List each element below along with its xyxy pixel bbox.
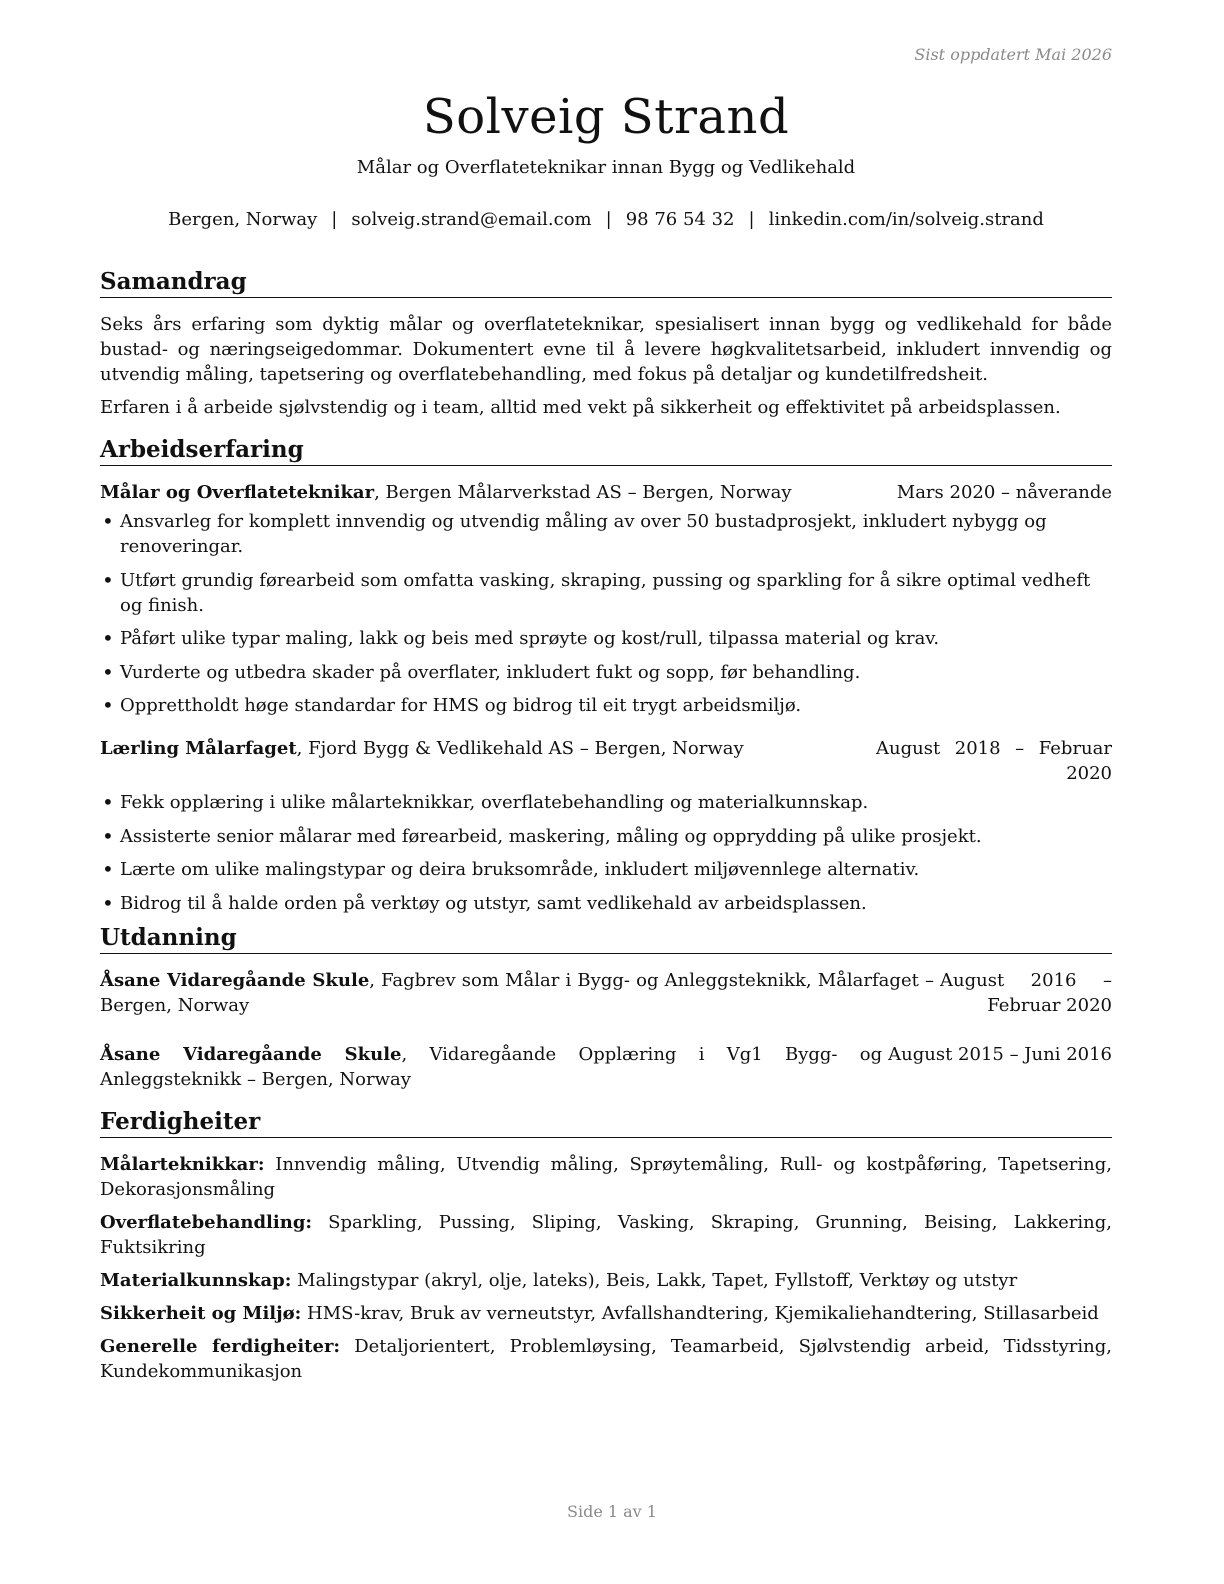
skill-row [100,1301,1112,1326]
skill-text: HMS-krav, Bruk av verneutstyr, Avfallshandtering, Kjemikaliehandtering, Stillasarbeid [301,1303,1099,1324]
education-title-line [100,1042,882,1092]
job-bullets [100,790,1112,916]
education-header [100,968,1112,1018]
headline: Målar og Overflateteknikar innan Bygg og Vedlikehald [356,157,856,178]
contact-location: Bergen, Norway [168,209,318,230]
summary-paragraph: Seks års erfaring som dyktig målar og overflateteknikar, spesialisert innan bygg og vedlikehald for både bustad- og næringseigedommar. Dokumentert evne til å levere høgkvalitetsarbeid, inkludert innvendig og utvendig måling, tapetsering og overflatebehandling, med fokus på detaljar og kundetilfredsheit. [100,314,1112,385]
skill-row [100,1210,1112,1260]
skill-label: Overflatebehandling: [100,1212,313,1233]
skills-section [100,1108,1112,1384]
job-header [100,480,1112,505]
education-detail: , Vidaregåande Opplæring i Vg1 Bygg- og Anleggsteknikk – Bergen, Norway [100,1044,883,1090]
skill-label: Målarteknikkar: [100,1154,265,1175]
job-header [100,736,1112,786]
education-entry [100,968,1112,1018]
education-title-line [100,968,934,1018]
job-role: Målar og Overflateteknikar [100,482,375,503]
job-employer: , Fjord Bygg & Vedlikehald AS – Bergen, Norway [296,738,744,759]
job-dates: Mars 2020 – nåverande [896,482,1112,503]
section-title-summary: Samandrag [100,268,1112,298]
section-title-experience: Arbeidserfaring [100,436,1112,466]
education-entry [100,1042,1112,1092]
education-dates: August 2016 – Februar 2020 [940,970,1112,1016]
skill-label: Sikkerheit og Miljø: [100,1303,302,1324]
education-header [100,1042,1112,1092]
job-title-line [100,480,792,505]
job-bullets [100,509,1112,718]
job-role: Lærling Målarfaget [100,738,297,759]
skill-row [100,1268,1112,1293]
skill-text: Malingstypar (akryl, olje, lateks), Beis, Lakk, Tapet, Fyllstoff, Verktøy og utstyr [291,1270,1018,1291]
education-section [100,924,1112,1092]
contact-separator: | [331,209,338,230]
contact-line [100,208,1112,232]
skill-text: Detaljorientert, Problemløysing, Teamarbeid, Sjølvstendig arbeid, Tidsstyring, Kundekommunikasjon [100,1336,1112,1382]
education-detail: , Fagbrev som Målar i Bygg- og Anleggsteknikk, Målarfaget – Bergen, Norway [100,970,934,1016]
list-item: • Lærte om ulike malingstypar og deira bruksområde, inkludert miljøvennlege alternativ. [100,857,1112,882]
page-number: Side 1 av 1 [567,1502,657,1521]
list-item: • Vurderte og utbedra skader på overflater, inkludert fukt og sopp, før behandling. [100,660,1112,685]
experience-section [100,436,1112,916]
job-title-line [100,736,744,761]
job-dates: August 2018 – Februar 2020 [876,738,1112,784]
summary-section [100,268,1112,420]
education-school: Åsane Vidaregåande Skule [100,1044,402,1065]
skill-row [100,1334,1112,1384]
job-entry [100,736,1112,916]
contact-separator: | [748,209,755,230]
contact-email[interactable]: solveig.strand@email.com [351,209,592,230]
summary-paragraph: Erfaren i å arbeide sjølvstendig og i team, alltid med vekt på sikkerheit og effektivitet på arbeidsplassen. [100,397,1061,418]
list-item: • Påført ulike typar maling, lakk og beis med sprøyte og kost/rull, tilpassa material og krav. [100,626,1112,651]
skill-text: Sparkling, Pussing, Sliping, Vasking, Skraping, Grunning, Beising, Lakkering, Fuktsikring [100,1212,1112,1258]
section-title-education: Utdanning [100,924,1112,954]
last-updated-note: Sist oppdatert Mai 2026 [914,45,1112,64]
list-item: • Bidrog til å halde orden på verktøy og utstyr, samt vedlikehald av arbeidsplassen. [100,891,1112,916]
list-item: • Utført grundig førearbeid som omfatta vasking, skraping, pussing og sparkling for å sikre optimal vedheft og finish. [100,568,1112,618]
list-item: • Fekk opplæring i ulike målarteknikkar, overflatebehandling og materialkunnskap. [100,790,1112,815]
contact-linkedin[interactable]: linkedin.com/in/solveig.strand [768,209,1044,230]
skill-text: Innvendig måling, Utvendig måling, Sprøytemåling, Rull- og kostpåføring, Tapetsering, Dekorasjonsmåling [100,1154,1112,1200]
list-item: • Opprettholdt høge standardar for HMS og bidrog til eit trygt arbeidsmiljø. [100,693,1112,718]
education-school: Åsane Vidaregåande Skule [100,970,370,991]
contact-phone[interactable]: 98 76 54 32 [625,209,735,230]
candidate-name: Solveig Strand [422,89,790,145]
list-item: • Assisterte senior målarar med førearbeid, maskering, måling og opprydding på ulike prosjekt. [100,824,1112,849]
skill-label: Materialkunnskap: [100,1270,292,1291]
job-entry [100,480,1112,718]
section-title-skills: Ferdigheiter [100,1108,1112,1138]
contact-separator: | [605,209,612,230]
skill-row [100,1152,1112,1202]
skill-label: Generelle ferdigheiter: [100,1336,341,1357]
list-item: • Ansvarleg for komplett innvendig og utvendig måling av over 50 bustadprosjekt, inkludert nybygg og renoveringar. [100,509,1112,559]
education-dates: August 2015 – Juni 2016 [888,1044,1112,1065]
job-employer: , Bergen Målarverkstad AS – Bergen, Norway [374,482,792,503]
